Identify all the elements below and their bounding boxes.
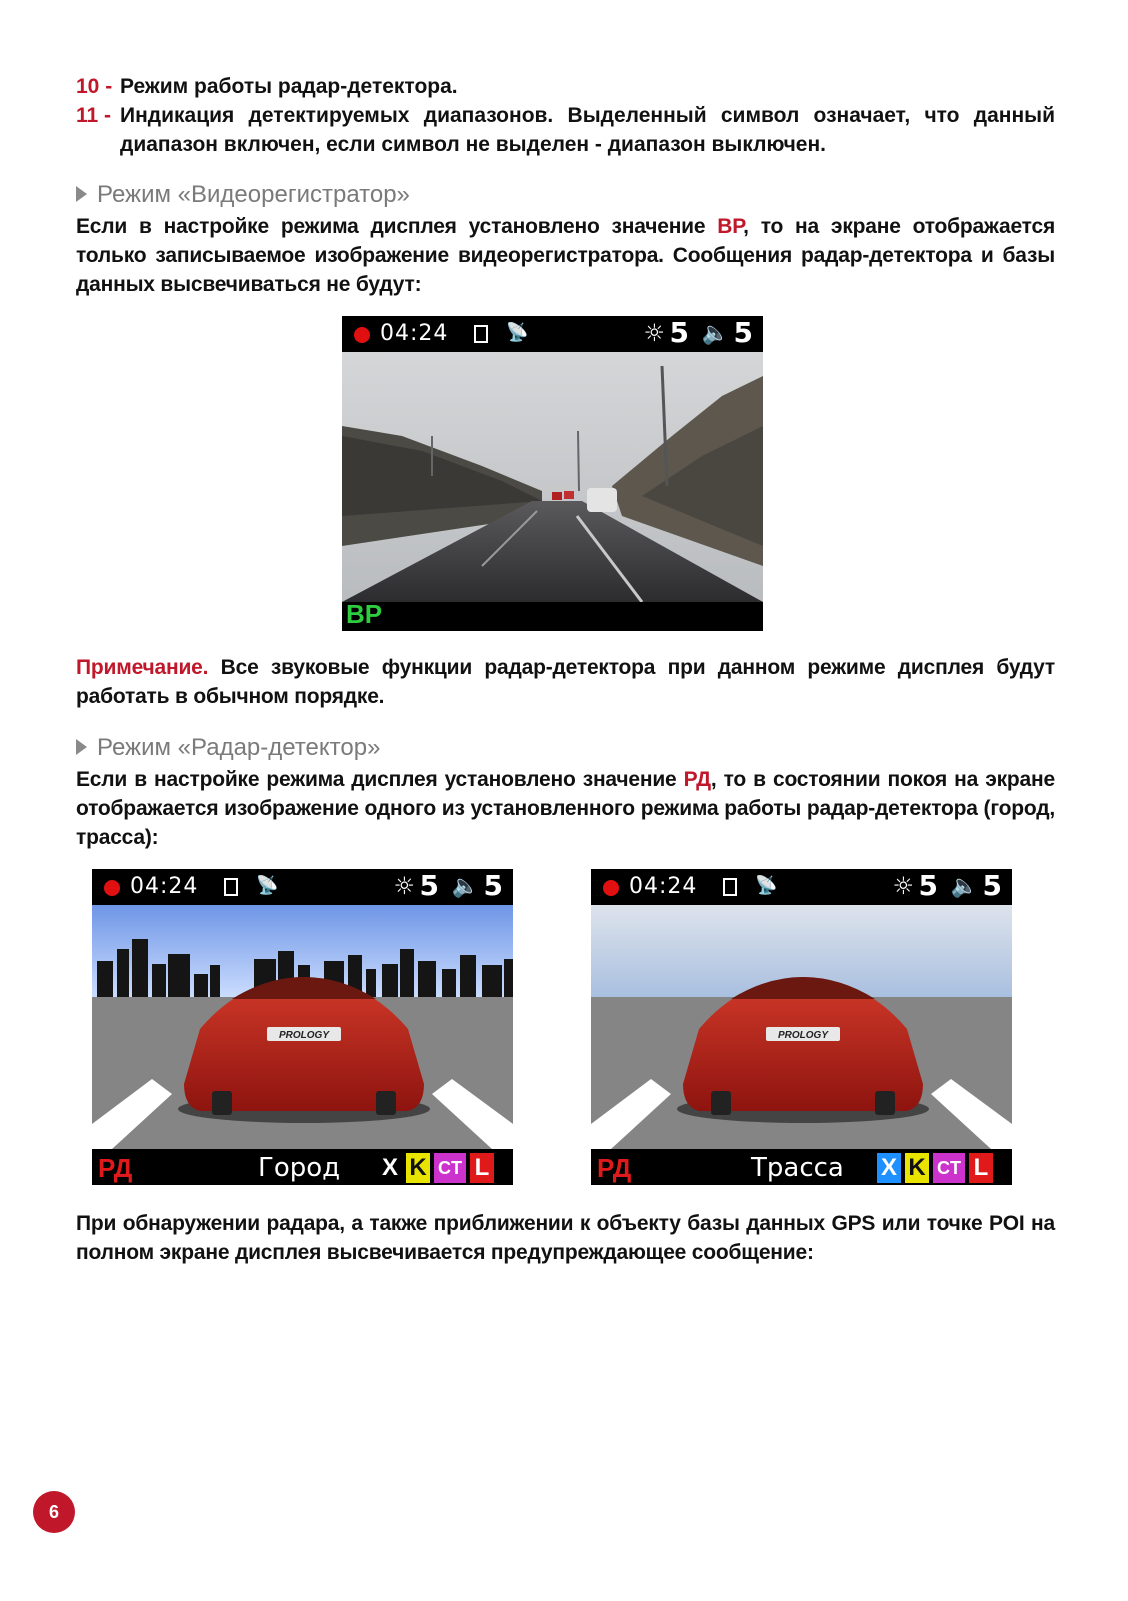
car-plate-text: PROLOGY	[278, 1030, 330, 1041]
sd-card-icon	[224, 878, 238, 896]
paragraph-text: , то в состоянии покоя на экране отображается изображение одного из установленного режима работы радар-детектора (город, трасса):	[76, 768, 1055, 849]
volume-value: 5	[483, 869, 503, 902]
mode-highlight: РД	[683, 768, 711, 791]
mode-bar	[591, 1151, 1012, 1185]
mode-label: РД	[597, 1153, 632, 1183]
heading-text: Режим «Радар-детектор»	[97, 734, 381, 761]
highway-screen	[591, 869, 1012, 1185]
mode-bar	[92, 1151, 513, 1185]
speaker-icon: 🔈	[950, 874, 978, 899]
list-item-11	[76, 101, 1055, 159]
triangle-bullet-icon	[76, 186, 87, 202]
city-screen	[92, 869, 513, 1185]
highway-scene	[591, 869, 1012, 1185]
list-number: 11 -	[76, 104, 112, 127]
car-plate-text: PROLOGY	[777, 1030, 829, 1041]
paragraph-text: Если в настройке режима дисплея установлено значение	[76, 768, 684, 791]
sd-card-icon	[474, 325, 488, 343]
record-indicator-icon	[603, 880, 619, 896]
brightness-value: 5	[419, 869, 439, 902]
section-heading-radar	[76, 733, 380, 763]
band-l: L	[470, 1153, 494, 1183]
list-item-10	[76, 72, 1055, 101]
final-paragraph: При обнаружении радара, а также приближении к объекту базы данных GPS или точке POI на полном экране дисплея высвечивается предупреждающее сообщение:	[76, 1212, 1055, 1264]
speaker-icon: 🔈	[451, 874, 479, 899]
band-x: X	[877, 1153, 901, 1183]
sun-icon: ☼	[643, 319, 665, 347]
sd-card-icon	[723, 878, 737, 896]
band-ct: CT	[933, 1153, 965, 1183]
gps-satellite-icon: 📡	[256, 875, 279, 896]
band-l: L	[969, 1153, 993, 1183]
band-x: X	[378, 1153, 402, 1183]
clock: 04:24	[380, 321, 449, 346]
brightness-value: 5	[669, 316, 689, 349]
scene-name: Трасса	[751, 1153, 844, 1183]
brightness-value: 5	[918, 869, 938, 902]
sun-icon: ☼	[393, 872, 415, 900]
triangle-bullet-icon	[76, 739, 87, 755]
gps-satellite-icon: 📡	[755, 875, 778, 896]
band-k: K	[905, 1153, 929, 1183]
paragraph-text: Если в настройке режима дисплея установлено значение	[76, 215, 718, 238]
note-text: Все звуковые функции радар-детектора при данном режиме дисплея будут работать в обычном порядке.	[76, 656, 1055, 708]
mode-label: ВР	[346, 599, 383, 629]
paragraph-radar	[76, 765, 1055, 852]
clock: 04:24	[130, 874, 199, 899]
dvr-screen	[342, 316, 763, 631]
speaker-icon: 🔈	[701, 321, 729, 346]
paragraph-text: , то на экране отображается только записываемое изображение видеорегистратора. Сообщения радар-детектора и базы данных высвечиваться не будут:	[76, 215, 1056, 296]
volume-value: 5	[982, 869, 1002, 902]
status-bar	[591, 869, 1012, 905]
note-paragraph	[76, 653, 1055, 711]
paragraph-dvr	[76, 212, 1055, 299]
clock: 04:24	[629, 874, 698, 899]
scene-name: Город	[258, 1153, 341, 1183]
status-bar	[342, 316, 763, 352]
section-heading-dvr	[76, 180, 410, 210]
sun-icon: ☼	[892, 872, 914, 900]
list-text: Режим работы радар-детектора.	[120, 75, 458, 98]
road-photo	[342, 316, 763, 631]
page-number: 6	[33, 1491, 75, 1533]
status-bar	[92, 869, 513, 905]
mode-label: РД	[98, 1153, 133, 1183]
record-indicator-icon	[354, 327, 370, 343]
list-text: Индикация детектируемых диапазонов. Выделенный символ означает, что данный диапазон включен, если символ не выделен - диапазон выключен.	[120, 104, 1055, 156]
gps-satellite-icon: 📡	[506, 322, 529, 343]
note-label: Примечание.	[76, 656, 209, 679]
heading-text: Режим «Видеорегистратор»	[97, 181, 410, 208]
band-k: K	[406, 1153, 430, 1183]
list-number: 10 -	[76, 75, 113, 98]
volume-value: 5	[733, 316, 753, 349]
band-ct: CT	[434, 1153, 466, 1183]
record-indicator-icon	[104, 880, 120, 896]
city-scene	[92, 869, 513, 1185]
mode-highlight: ВР	[717, 215, 744, 238]
